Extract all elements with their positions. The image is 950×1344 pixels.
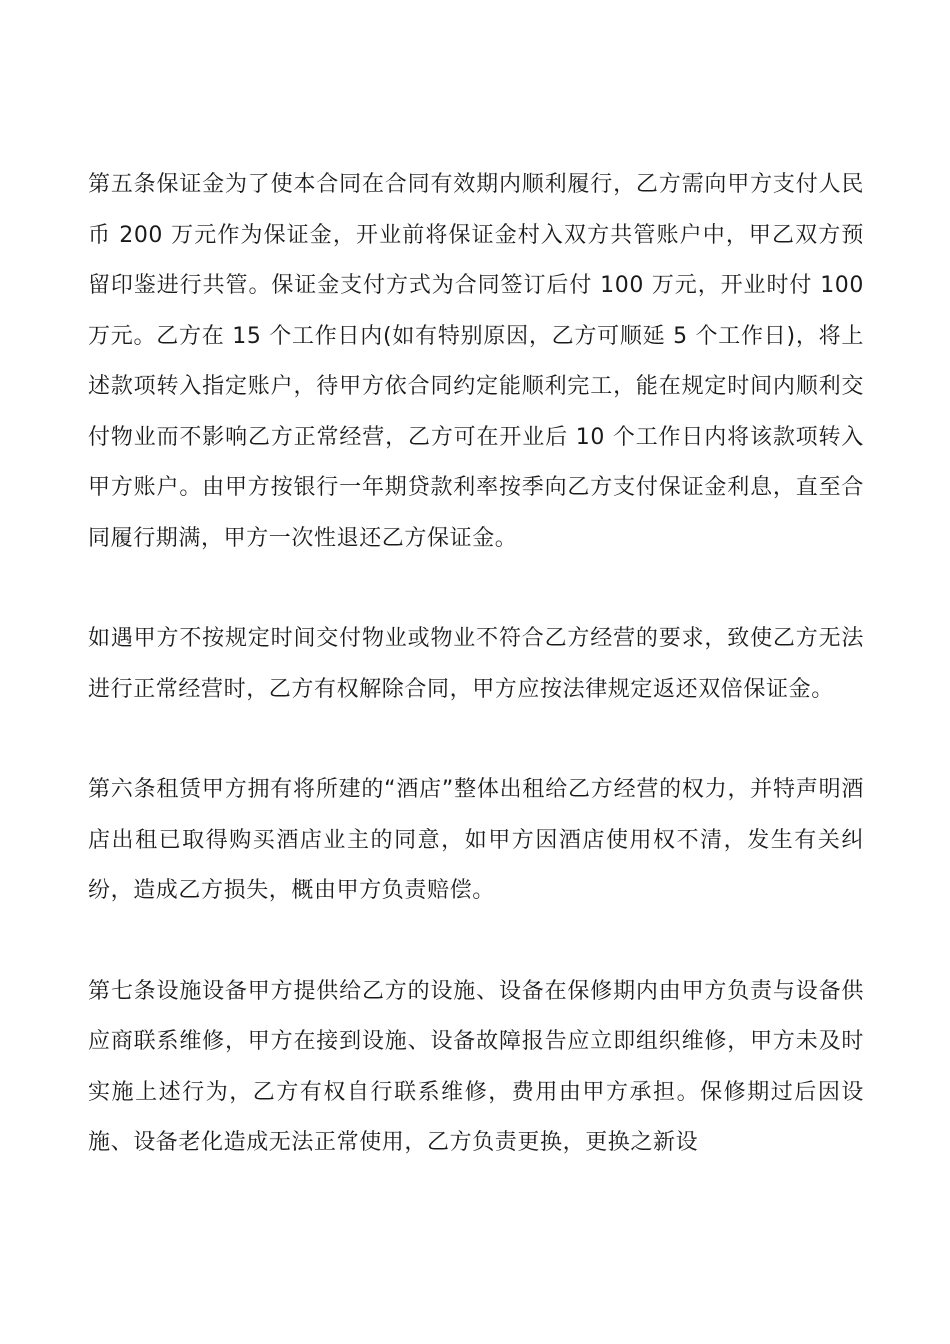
paragraph-article-6: 第六条租赁甲方拥有将所建的“酒店”整体出租给乙方经营的权力，并特声明酒店出租已取得购买酒店业主的同意，如甲方因酒店使用权不清，发生有关纠纷，造成乙方损失，概由甲方负责赔偿。 <box>88 777 864 903</box>
paragraph-deposit-refund: 如遇甲方不按规定时间交付物业或物业不符合乙方经营的要求，致使乙方无法进行正常经营时，乙方有权解除合同，甲方应按法律规定返还双倍保证金。 <box>88 626 864 702</box>
paragraph-article-5: 第五条保证金为了使本合同在合同有效期内顺利履行，乙方需向甲方支付人民币 200 万元作为保证金，开业前将保证金村入双方共管账户中，甲乙双方预留印鉴进行共管。保证金支付方式为合同签订后付 100 万元，开业时付 100 万元。乙方在 15 个工作日内(如有特别原因，乙方可顺延 5 个工作日)，将上述款项转入指定账户，待甲方依合同约定能顺利完工，能在规定时间内顺利交付物业而不影响乙方正常经营，乙方可在开业后 10 个工作日内将该款项转入甲方账户。由甲方按银行一年期贷款利率按季向乙方支付保证金利息，直至合同履行期满，甲方一次性退还乙方保证金。 <box>88 172 864 551</box>
paragraph-article-7: 第七条设施设备甲方提供给乙方的设施、设备在保修期内由甲方负责与设备供应商联系维修，甲方在接到设施、设备故障报告应立即组织维修，甲方未及时实施上述行为，乙方有权自行联系维修，费用由甲方承担。保修期过后因设施、设备老化造成无法正常使用，乙方负责更换，更换之新设 <box>88 978 864 1155</box>
document-page <box>88 160 864 1219</box>
